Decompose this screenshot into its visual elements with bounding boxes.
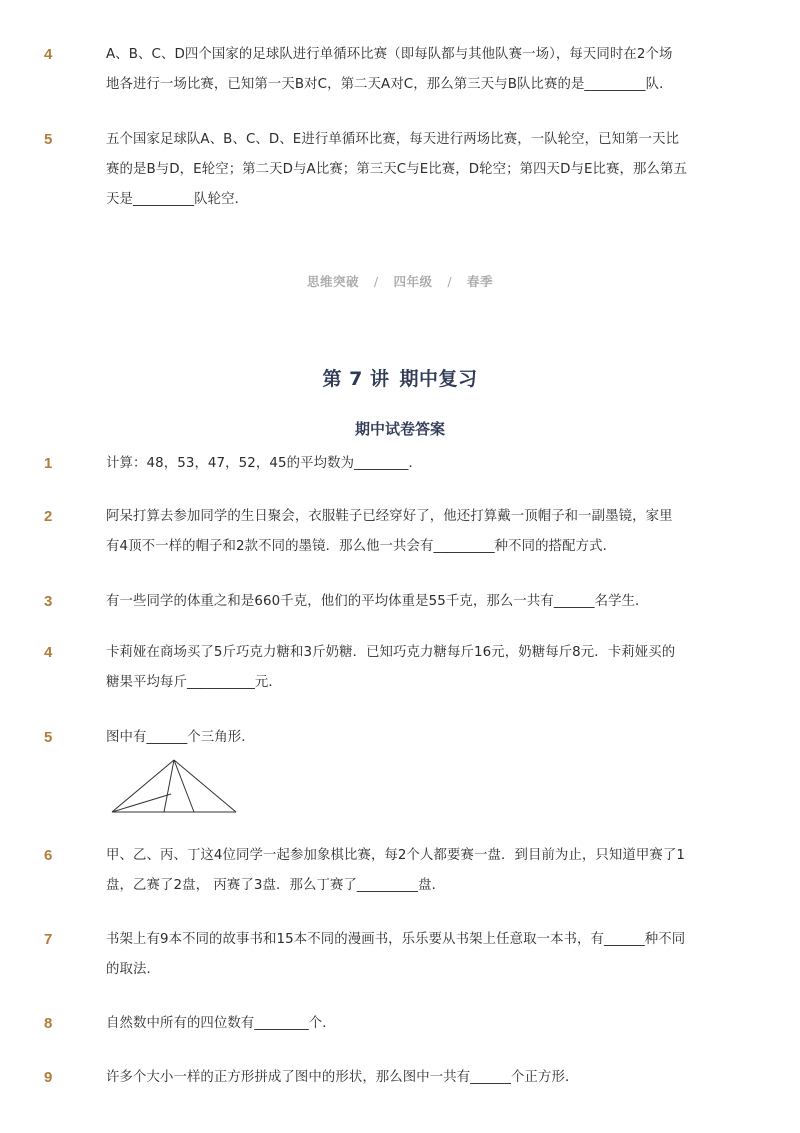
problem-text [106,925,716,985]
header-term: 春季 [466,274,493,289]
problem-text [106,587,716,617]
problem-number: 5 [44,131,53,148]
problem-number: 4 [44,644,53,661]
header-separator: / [447,274,453,289]
lecture-label: 第 7 讲 [322,368,390,390]
problem-text [106,841,716,901]
problem-number: 1 [44,455,53,472]
header-separator: / [373,274,379,289]
problem-number: 6 [44,847,53,864]
triangle-crossing-line [112,794,171,812]
running-header [0,272,800,290]
problem-text [106,449,716,479]
triangle-diagram [108,758,240,818]
problem-line: 五个国家足球队A、B、C、D、E进行单循环比赛，每天进行两场比赛，一队轮空，已知第一天比 [106,132,680,147]
problem-number: 3 [44,593,53,610]
problem-line: 天是_________队轮空． [106,192,249,207]
problem-text [106,502,716,562]
problem-line: 地各进行一场比赛，已知第一天B对C，第二天A对C，那么第三天与B队比赛的是_________队． [106,77,673,92]
page-title [0,364,800,391]
problem-text [106,125,716,215]
header-grade: 四年级 [393,274,433,289]
problem-line: 自然数中所有的四位数有________个． [106,1016,336,1031]
problem-text [106,40,716,100]
problem-text [106,638,716,698]
header-course: 思维突破 [307,274,360,289]
problem-number: 8 [44,1015,53,1032]
lecture-title: 期中复习 [399,368,478,390]
problem-line: 计算：48，53，47，52，45的平均数为________． [106,456,422,471]
problem-line: 阿呆打算去参加同学的生日聚会，衣服鞋子已经穿好了，他还打算戴一顶帽子和一副墨镜，家里 [106,509,673,524]
problem-line: 甲、乙、丙、丁这4位同学一起参加象棋比赛，每2个人都要赛一盘．到目前为止，只知道甲赛了1 [106,848,685,863]
triangle-figure [108,758,240,822]
problem-number: 2 [44,508,53,525]
problem-line: A、B、C、D四个国家的足球队进行单循环比赛（即每队都与其他队赛一场），每天同时在2个场 [106,47,673,62]
problem-line: 盘，乙赛了2盘， 丙赛了3盘．那么丁赛了_________盘． [106,878,446,893]
problem-line: 书架上有9本不同的故事书和15本不同的漫画书，乐乐要从书架上任意取一本书，有______种不同 [106,932,686,947]
problem-number: 5 [44,729,53,746]
problem-number: 4 [44,46,53,63]
problem-number: 9 [44,1069,53,1086]
problem-text [106,723,716,753]
problem-number: 7 [44,931,53,948]
problem-line: 有一些同学的体重之和是660千克，他们的平均体重是55千克，那么一共有______名学生． [106,594,649,609]
problem-line: 糖果平均每斤__________元． [106,675,282,690]
problem-line: 赛的是B与D，E轮空；第二天D与A比赛；第三天C与E比赛，D轮空；第四天D与E比赛，那么第五 [106,162,687,177]
problem-text [106,1063,716,1093]
problem-line: 图中有______个三角形． [106,730,255,745]
triangle-inner-line [164,760,174,812]
problem-line: 许多个大小一样的正方形拼成了图中的形状，那么图中一共有______个正方形． [106,1070,579,1085]
section-title: 期中试卷答案 [354,420,445,438]
problem-line: 有4顶不一样的帽子和2款不同的墨镜．那么他一共会有_________种不同的搭配方式． [106,539,617,554]
triangle-right-side [174,760,236,812]
problem-text [106,1009,716,1039]
problem-line: 卡莉娅在商场买了5斤巧克力糖和3斤奶糖．已知巧克力糖每斤16元，奶糖每斤8元．卡莉娅买的 [106,645,676,660]
problem-line: 的取法． [106,962,160,977]
triangle-left-side [112,760,174,812]
